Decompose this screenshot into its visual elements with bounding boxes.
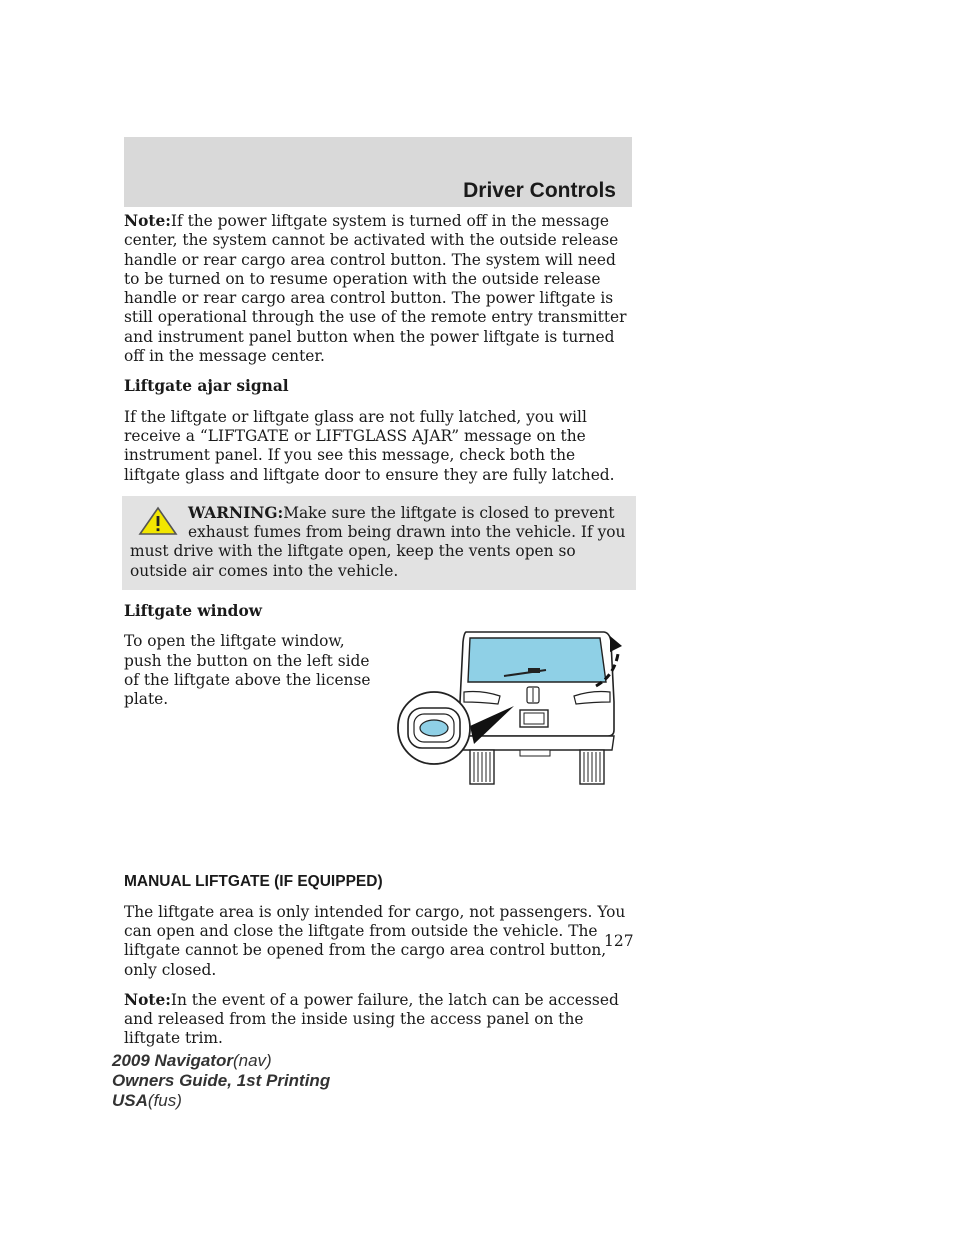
window-block bbox=[124, 632, 634, 860]
footer bbox=[112, 1051, 330, 1111]
footer-model: 2009 Navigator bbox=[112, 1051, 233, 1070]
note-text: If the power liftgate system is turned off in the message center, the system cannot be activated with the outside release handle or rear cargo area control button. The system will need to be turned on to resume operation with the outside release handle or rear cargo area control button. The power liftgate is still operational through the use of the remote entry transmitter and instrument panel button when the power liftgate is turned off in the message center. bbox=[124, 212, 627, 366]
manual-paragraph: The liftgate area is only intended for cargo, not passengers. You can open and close the liftgate from outside the vehicle. The liftgate cannot be opened from the cargo area control button, only closed. bbox=[124, 902, 626, 979]
footer-guide: Owners Guide, 1st Printing bbox=[112, 1071, 331, 1090]
warning-box bbox=[122, 496, 636, 590]
page-number: 127 bbox=[604, 932, 634, 950]
note-power-failure bbox=[124, 991, 634, 1049]
liftgate-window-illustration bbox=[396, 602, 632, 792]
footer-region: USA bbox=[112, 1091, 148, 1110]
note2-label: Note: bbox=[124, 990, 171, 1009]
note2-text: In the event of a power failure, the latch can be accessed and released from the inside using the access panel on the liftgate trim. bbox=[124, 990, 619, 1048]
page-title: Driver Controls bbox=[463, 179, 616, 202]
footer-model-code: (nav) bbox=[232, 1051, 272, 1070]
manual-liftgate-heading: MANUAL LIFTGATE (IF EQUIPPED) bbox=[124, 873, 383, 891]
footer-region-code: (fus) bbox=[147, 1091, 182, 1110]
window-paragraph: To open the liftgate window, push the button on the left side of the liftgate above the license plate. bbox=[124, 632, 371, 709]
warning-text: Make sure the liftgate is closed to prevent exhaust fumes from being drawn into the vehicle. If you must drive with the liftgate open, keep the vents open so outside air comes into the vehicle. bbox=[130, 503, 626, 580]
ajar-heading: Liftgate ajar signal bbox=[124, 377, 289, 396]
main-content bbox=[124, 212, 634, 1060]
note-paragraph bbox=[124, 212, 634, 366]
ajar-paragraph: If the liftgate or liftgate glass are not fully latched, you will receive a “LIFTGATE or LIFTGLASS AJAR” message on the instrument panel. If you see this message, check both the liftgate glass and liftgate door to ensure they are fully latched. bbox=[124, 407, 615, 484]
header-band bbox=[124, 137, 632, 207]
warning-triangle-icon bbox=[138, 506, 178, 536]
window-heading: Liftgate window bbox=[124, 602, 262, 621]
warning-label: WARNING: bbox=[188, 503, 284, 522]
note-label: Note: bbox=[124, 212, 171, 230]
